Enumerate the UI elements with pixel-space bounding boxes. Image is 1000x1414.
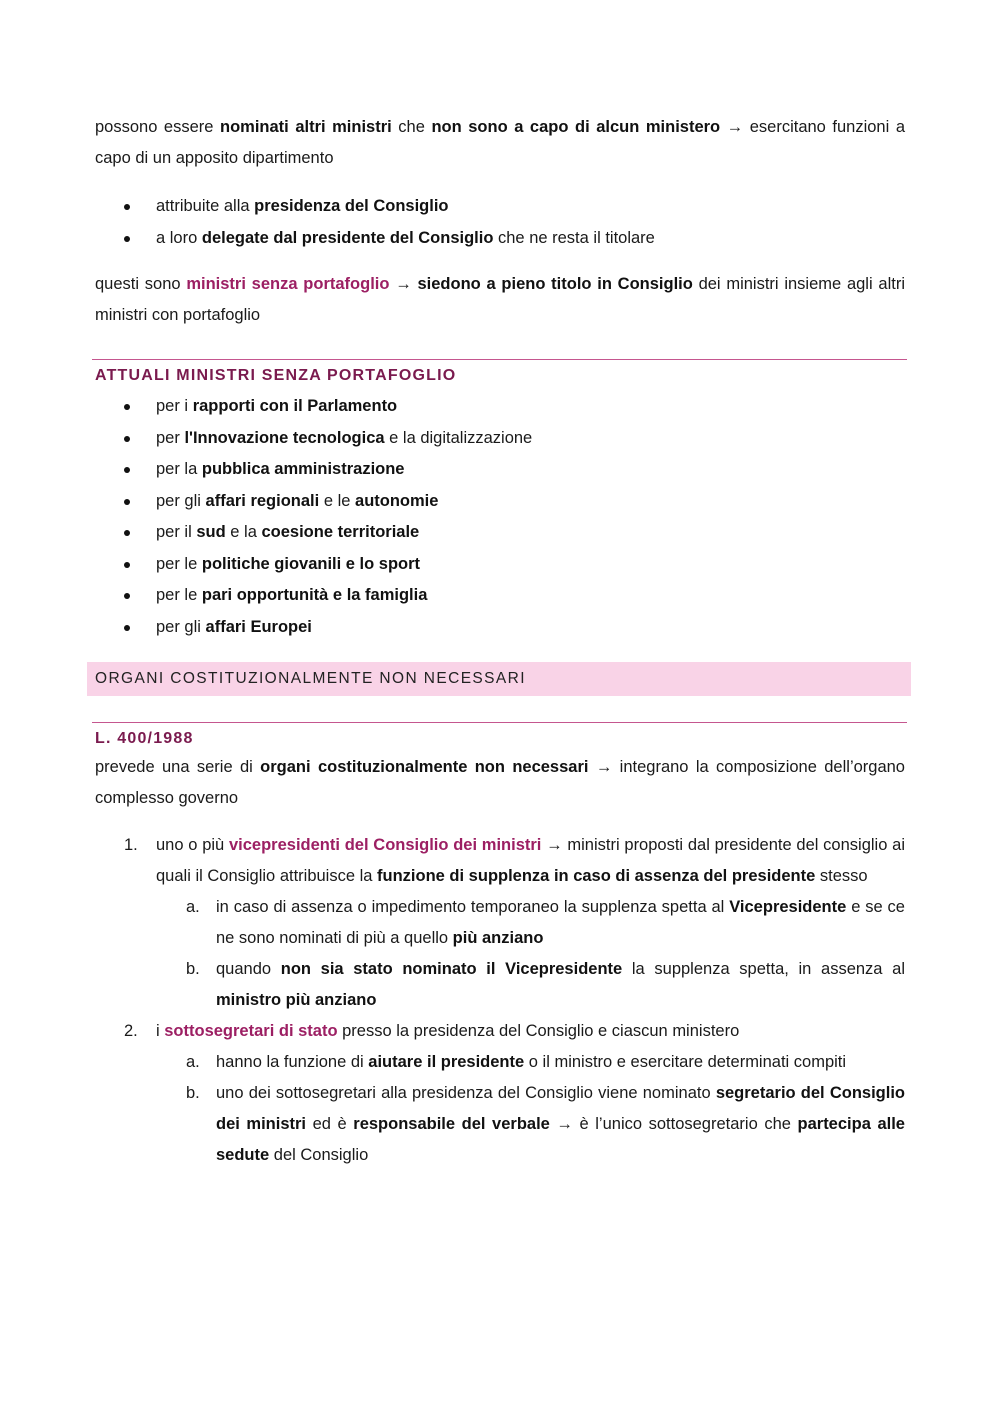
list-item: per le politiche giovanili e lo sport xyxy=(95,549,905,581)
bold-term: Vicepresidente xyxy=(729,898,847,916)
bold-term: più anziano xyxy=(452,929,544,947)
heading-band xyxy=(87,662,911,696)
highlighted-term: sottosegretari di stato xyxy=(164,1022,338,1040)
bold-term: responsabile del verbale xyxy=(353,1115,550,1133)
sub-list-item xyxy=(156,1078,905,1171)
sub-item-text: hanno la funzione di aiutare il presidente o il ministro e esercitare determinati compiti xyxy=(216,1053,847,1071)
bold-term: rapporti con il Parlamento xyxy=(192,397,398,415)
bold-term: delegate dal presidente del Consiglio xyxy=(201,228,494,247)
list-item: per le pari opportunità e la famiglia xyxy=(95,580,905,612)
document-page xyxy=(95,112,905,1171)
list-item: per gli affari Europei xyxy=(95,612,905,644)
highlighted-term: ministri senza portafoglio xyxy=(186,275,390,293)
list-item xyxy=(95,830,905,1016)
list-marker: b. xyxy=(186,960,200,978)
bold-term: l'Innovazione tecnologica xyxy=(184,428,385,447)
list-item: per l'Innovazione tecnologica e la digitalizzazione xyxy=(95,423,905,455)
ministers-list xyxy=(95,391,905,643)
sub-list-item xyxy=(156,892,905,954)
sub-list xyxy=(156,892,905,1016)
section-ministers-header xyxy=(92,359,907,387)
organs-numbered-list xyxy=(95,830,905,1171)
section-title: L. 400/1988 xyxy=(95,730,194,747)
sub-list-item xyxy=(156,1047,905,1078)
bold-term: presidenza del Consiglio xyxy=(254,197,449,215)
list-item: a loro delegate dal presidente del Consiglio che ne resta il titolare xyxy=(95,223,905,255)
section-law-header xyxy=(92,722,907,750)
bold-term: non sono a capo di alcun ministero xyxy=(431,118,721,136)
list-item: per il sud e la coesione territoriale xyxy=(95,517,905,549)
bold-term: autonomie xyxy=(355,491,439,510)
sub-list xyxy=(156,1047,905,1171)
bold-term: segretario del Consiglio dei ministri xyxy=(216,1084,905,1133)
list-marker: a. xyxy=(186,898,200,916)
bold-term: sud xyxy=(196,523,226,541)
bold-term: nominati altri ministri xyxy=(220,118,392,136)
intro-paragraph: possono essere nominati altri ministri che non sono a capo di alcun ministero → esercitano funzioni a capo di un apposito dipartimento xyxy=(95,118,906,167)
bold-term: siedono a pieno titolo in Consiglio xyxy=(417,275,693,293)
law-paragraph: prevede una serie di organi costituzionalmente non necessari → integrano la composizione dell’organo complesso governo xyxy=(95,758,905,807)
list-item xyxy=(95,1016,905,1171)
list-item: per i rapporti con il Parlamento xyxy=(95,391,905,423)
list-item-text: i sottosegretari di stato presso la presidenza del Consiglio e ciascun ministero xyxy=(156,1022,740,1040)
section-title: ATTUALI MINISTRI SENZA PORTAFOGLIO xyxy=(95,367,457,384)
bold-term: funzione di supplenza in caso di assenza del presidente xyxy=(377,867,816,885)
bold-term: affari regionali xyxy=(205,491,320,510)
sub-list-item xyxy=(156,954,905,1016)
highlighted-term: vicepresidenti del Consiglio dei ministri xyxy=(228,836,542,854)
bold-term: organi costituzionalmente non necessari xyxy=(260,758,589,776)
bold-term: aiutare il presidente xyxy=(368,1053,525,1071)
sub-item-text: in caso di assenza o impedimento temporaneo la supplenza spetta al Vicepresidente e se ce ne sono nominati di più a quello più anziano xyxy=(216,898,905,947)
list-marker: 1. xyxy=(124,836,138,854)
list-marker: 2. xyxy=(124,1022,138,1040)
portfolio-paragraph: questi sono ministri senza portafoglio → siedono a pieno titolo in Consiglio dei ministri insieme agli altri ministri con portafoglio xyxy=(95,275,905,324)
list-item: per gli affari regionali e le autonomie xyxy=(95,486,905,518)
list-item: attribuite alla presidenza del Consiglio xyxy=(95,191,905,223)
bold-term: pari opportunità e la famiglia xyxy=(201,586,428,604)
sub-item-text: uno dei sottosegretari alla presidenza del Consiglio viene nominato segretario del Consiglio dei ministri ed è responsabile del verbale → è l’unico sottosegretario che partecipa alle sedute del Consiglio xyxy=(216,1084,905,1164)
list-marker: b. xyxy=(186,1084,200,1102)
band-title: ORGANI COSTITUZIONALMENTE NON NECESSARI xyxy=(95,670,526,687)
intro-bullet-list xyxy=(95,191,905,254)
list-item-text: uno o più vicepresidenti del Consiglio dei ministri → ministri proposti dal presidente del consiglio ai quali il Consiglio attribuisce la funzione di supplenza in caso di assenza del presidente stesso xyxy=(156,836,905,885)
bold-term: non sia stato nominato il Vicepresidente xyxy=(280,960,623,978)
list-item: per la pubblica amministrazione xyxy=(95,454,905,486)
bold-term: politiche giovanili e lo sport xyxy=(201,554,421,573)
sub-item-text: quando non sia stato nominato il Vicepresidente la supplenza spetta, in assenza al ministro più anziano xyxy=(216,960,905,1009)
bold-term: affari Europei xyxy=(205,617,312,636)
bold-term: coesione territoriale xyxy=(261,523,420,541)
bold-term: pubblica amministrazione xyxy=(201,460,405,478)
bold-term: partecipa alle sedute xyxy=(216,1115,905,1164)
list-marker: a. xyxy=(186,1053,200,1071)
bold-term: ministro più anziano xyxy=(216,991,377,1009)
